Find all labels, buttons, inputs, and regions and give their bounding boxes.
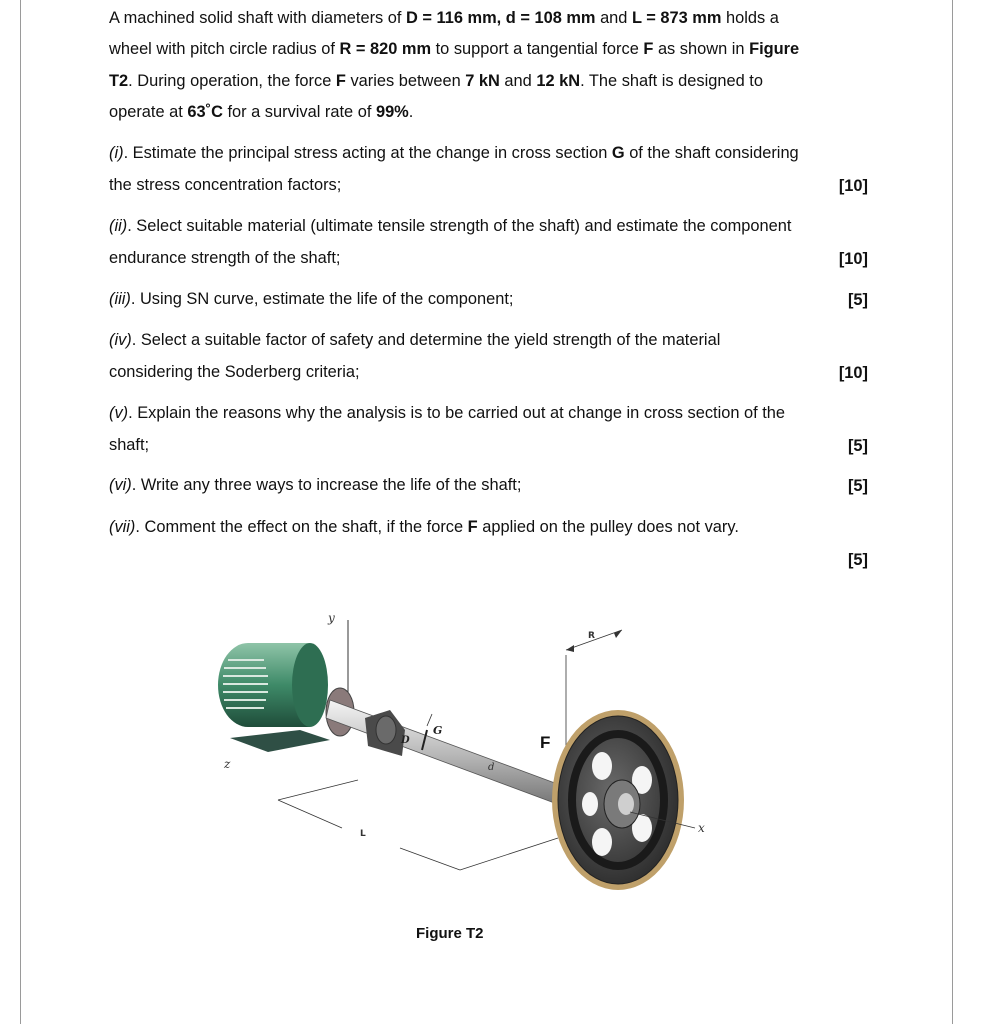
temperature-value: 63˚C [187, 102, 223, 121]
z-axis-label: z [224, 757, 231, 771]
motor-face [292, 643, 328, 727]
page-border-left [20, 0, 21, 1024]
radius-value: R = 820 mm [339, 40, 432, 59]
motor-fins [223, 660, 268, 708]
mark-question-vii: [5] [847, 551, 868, 569]
page-border-right [952, 0, 953, 1024]
problem-statement: A machined solid shaft with diameters of D = 116 mm, d = 108 mm and L = 873 mm holds a wheel with pitch circle radius of R = 820 mm to support a tangential force F as shown in Figure T2. During operation, the force F varies between 7 kN and 12 kN. The shaft is designed to operate at 63˚C for a survival rate of 99%. [109, 9, 800, 121]
length-dimension-start [278, 800, 342, 828]
question-i: (i). Estimate the principal stress acting at the change in cross section G of the shaft considering the stress concentration factors; [109, 144, 799, 194]
label-D: D [401, 735, 410, 746]
mark-question-v: [5] [847, 437, 868, 455]
y-axis-label: y [328, 611, 335, 625]
label-d: d [488, 762, 495, 773]
shaft-figure [190, 600, 750, 910]
figure-reference: Figure T2 [109, 40, 800, 90]
mark-question-iv: [10] [838, 364, 868, 382]
question-vi: (vi). Write any three ways to increase the life of the shaft; [109, 476, 522, 494]
label-G: G [433, 724, 443, 737]
label-L: L [360, 829, 366, 839]
label-F: F [540, 733, 551, 752]
mark-question-iii: [5] [847, 291, 868, 309]
question-iv: (iv). Select a suitable factor of safety and determine the yield strength of the material considering the Soderberg criteria; [109, 331, 721, 381]
motor-base [230, 730, 330, 752]
force-min: 7 kN [465, 71, 500, 90]
question-v: (v). Explain the reasons why the analysis is to be carried out at change in cross section of the shaft; [109, 404, 786, 454]
length-value: L = 873 mm [631, 9, 722, 27]
label-R: R [588, 631, 595, 641]
force-max: 12 kN [536, 71, 581, 90]
question-vii: (vii). Comment the effect on the shaft, if the force F applied on the pulley does not vary. [109, 518, 739, 536]
mark-question-ii: [10] [838, 250, 868, 268]
mark-question-i: [10] [838, 177, 868, 195]
gear-wheel [552, 710, 684, 890]
diameter-values: D = 116 mm, d = 108 mm [406, 9, 596, 27]
survival-rate: 99% [375, 102, 409, 121]
question-ii: (ii). Select suitable material (ultimate tensile strength of the shaft) and estimate the component endurance strength of the shaft; [109, 217, 792, 267]
length-dimension-end [400, 848, 460, 870]
question-iii: (iii). Using SN curve, estimate the life of the component; [109, 290, 514, 308]
shaft-assembly-illustration [190, 600, 750, 910]
mark-question-vi: [5] [847, 477, 868, 495]
figure-caption: Figure T2 [416, 925, 484, 942]
shaft [326, 700, 590, 814]
x-axis-label: x [698, 821, 705, 835]
